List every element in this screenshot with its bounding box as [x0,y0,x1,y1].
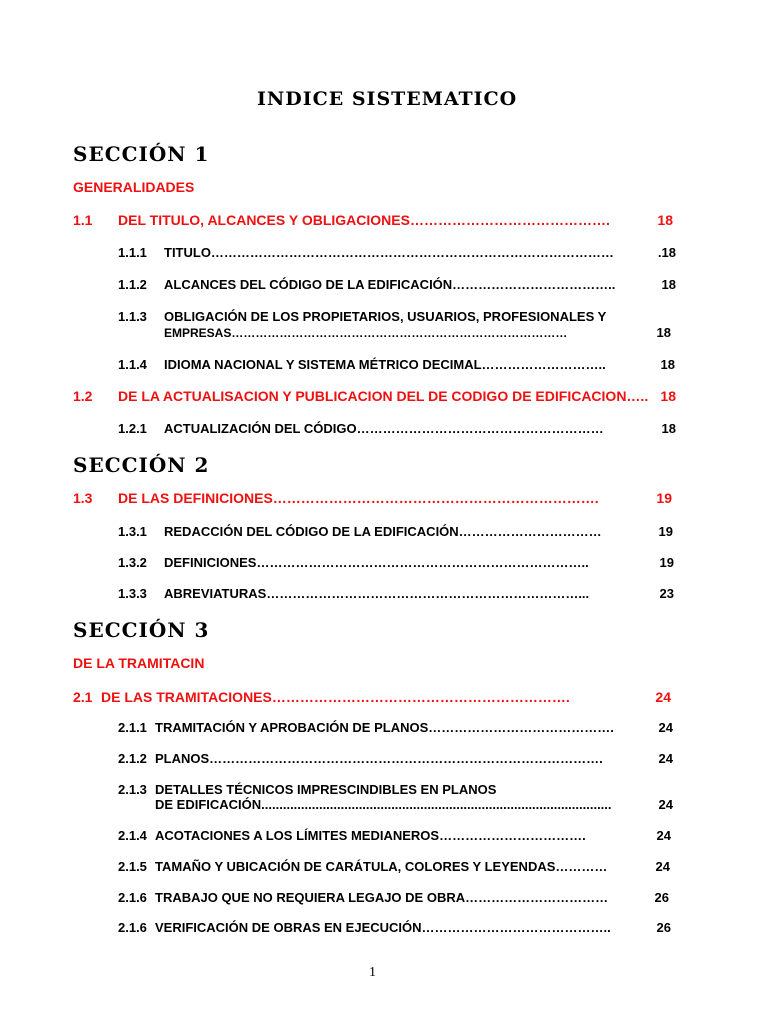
entry-number: 1.3.3 [118,586,147,601]
entry-number: 1.3.1 [118,524,147,539]
entry-page: 19 [659,555,674,570]
entry-number: 2.1.3 [118,782,147,797]
entry-number: 1.2 [73,388,93,404]
entry-text-continued: EMPRESAS………………………………………………………………………… [164,326,568,340]
entry-text: ALCANCES DEL CÓDIGO DE LA EDIFICACIÓN……………………………….. [164,277,616,292]
entry-text: DE LAS DEFINICIONES……………………………………………………………. [118,490,599,506]
toc-entry-1-3-1[interactable] [118,524,673,539]
entry-page: 18 [661,277,676,292]
index-title: INDICE SISTEMATICO [257,88,518,110]
entry-page: 18 [661,421,676,436]
entry-text: DETALLES TÉCNICOS IMPRESCINDIBLES EN PLANOS [155,782,497,797]
entry-number: 2.1.1 [118,720,147,735]
entry-number: 2.1.4 [118,828,147,843]
entry-number: 1.1.4 [118,357,147,372]
toc-entry-2-1-6-verificacion[interactable] [118,920,671,935]
entry-page: 19 [656,490,672,506]
entry-text: DEFINICIONES………………………………………………………………….. [164,555,589,570]
entry-text: ACTUALIZACIÓN DEL CÓDIGO………………………………………………… [164,421,604,436]
section-heading-3: SECCIÓN 3 [73,618,210,642]
toc-entry-2-1-4[interactable] [118,828,671,843]
entry-text-continued: DE EDIFICACIÓN................................................................................................. [155,797,612,812]
entry-page: 24 [658,720,673,735]
entry-number: 2.1.2 [118,751,147,766]
entry-page: 18 [656,325,671,340]
entry-text: TRAMITACIÓN Y APROBACIÓN DE PLANOS……………………………………. [155,720,614,735]
toc-entry-2-1-3[interactable] [118,782,673,797]
toc-entry-2-1-5[interactable] [118,859,670,874]
toc-entry-1-3-2[interactable] [118,555,674,570]
entry-text: REDACCIÓN DEL CÓDIGO DE LA EDIFICACIÓN…………………………… [164,524,602,539]
entry-page: 24 [656,828,671,843]
entry-number: 1.1.1 [118,245,147,260]
toc-entry-1-3[interactable] [73,490,672,506]
entry-number: 1.1.3 [118,309,147,324]
toc-entry-2-1-6-trabajo[interactable] [118,890,669,905]
section-heading-2: SECCIÓN 2 [73,453,210,477]
toc-entry-1-2-1[interactable] [118,421,676,436]
entry-page: 26 [654,890,669,905]
entry-text: DEL TITULO, ALCANCES Y OBLIGACIONES……………………………………. [118,212,610,228]
entry-number: 1.1.2 [118,277,147,292]
entry-number: 1.1 [73,212,93,228]
entry-text: PLANOS………………………………………………………………………………. [155,751,603,766]
entry-number: 1.2.1 [118,421,147,436]
subheading-generalidades: GENERALIDADES [73,179,195,195]
entry-page: 24 [658,751,673,766]
entry-page: .18 [657,245,676,260]
entry-text: ACOTACIONES A LOS LÍMITES MEDIANEROS……………………………. [155,828,586,843]
entry-page: 24 [655,859,670,874]
entry-number: 1.3.2 [118,555,147,570]
entry-page: 18 [657,212,673,228]
entry-page: 24 [658,797,673,812]
toc-entry-1-1-2[interactable] [118,277,676,292]
entry-number: 2.1.6 [118,890,147,905]
page-number: 1 [369,965,376,980]
entry-page: 18 [660,357,675,372]
entry-number: 2.1 [73,689,93,705]
entry-text: TAMAÑO Y UBICACIÓN DE CARÁTULA, COLORES Y LEYENDAS………… [155,859,608,874]
toc-entry-1-2[interactable] [73,388,676,404]
toc-entry-2-1-3-continued[interactable] [155,797,673,812]
entry-text: IDIOMA NACIONAL Y SISTEMA MÉTRICO DECIMAL……………………….. [164,357,606,372]
entry-text: VERIFICACIÓN DE OBRAS EN EJECUCIÓN…………………………………….. [155,920,611,935]
entry-number: 2.1.6 [118,920,147,935]
entry-number: 2.1.5 [118,859,147,874]
toc-entry-2-1-1[interactable] [118,720,673,735]
entry-text: DE LA ACTUALISACION Y PUBLICACION DEL DE CODIGO DE EDIFICACION….. [118,388,649,404]
entry-text: TRABAJO QUE NO REQUIERA LEGAJO DE OBRA…………………………… [155,890,609,905]
toc-entry-1-1-1[interactable] [118,245,676,260]
entry-page: 26 [656,920,671,935]
toc-entry-2-1[interactable] [73,689,671,705]
toc-entry-1-1[interactable] [73,212,673,228]
entry-number: 1.3 [73,490,93,506]
toc-entry-1-1-3[interactable] [118,309,676,324]
entry-text: OBLIGACIÓN DE LOS PROPIETARIOS, USUARIOS, PROFESIONALES Y [164,309,607,324]
toc-entry-1-3-3[interactable] [118,586,674,601]
entry-page: 24 [655,689,671,705]
entry-page: 18 [660,388,676,404]
toc-entry-2-1-2[interactable] [118,751,673,766]
toc-entry-1-1-4[interactable] [118,357,675,372]
entry-page: 23 [659,586,674,601]
toc-entry-1-1-3-continued[interactable] [164,325,671,340]
entry-text: ABREVIATURAS………………………………………………………………... [164,586,590,601]
section-heading-1: SECCIÓN 1 [73,142,210,166]
subheading-tramitacion: DE LA TRAMITACIN [73,655,205,671]
entry-text: DE LAS TRAMITACIONES………………………………………………………. [101,689,570,705]
entry-text: TITULO………………………………………………………………………………… [164,245,614,260]
entry-page: 19 [658,524,673,539]
